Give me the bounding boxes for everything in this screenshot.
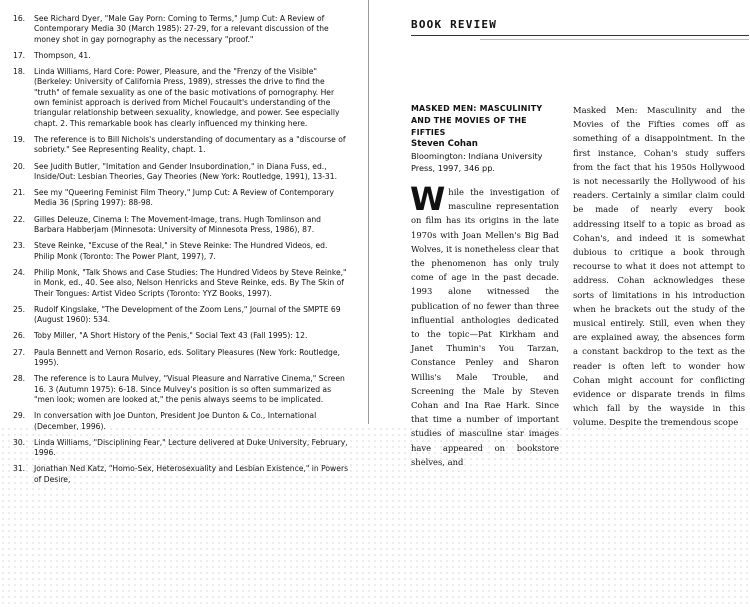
note-text: Rudolf Kingslake, "The Development of the Zoom Lens," Journal of the SMPTE 69 (August 1960): 534. <box>34 304 341 325</box>
book-title: MASKED MEN: MASCULINITY AND THE MOVIES OF THE FIFTIES <box>411 104 543 137</box>
note-number: 28. <box>13 374 26 384</box>
endnote <box>0 305 350 326</box>
note-text: See my "Queering Feminist Film Theory," Jump Cut: A Review of Contemporary Media 36 (Spring 1997): 88-98. <box>34 188 335 208</box>
note-text: Gilles Deleuze, Cinema I: The Movement-Image, trans. Hugh Tomlinson and Barbara Habberjam (Minnesota: University of Minnesota Press, 1986), 87. <box>34 214 321 235</box>
note-text: Philip Monk, "Talk Shows and Case Studies: The Hundred Videos by Steve Reinke," in Monk, ed., 40. See also, Nelson Henricks and Steve Reinke, eds. By The Skin of Their Tongues: Artist Video Scripts (Toronto: YYZ Books, 1997). <box>34 267 347 298</box>
endnote <box>0 14 350 45</box>
header-rule-thin <box>480 39 749 40</box>
note-text: Linda Williams, Hard Core: Power, Pleasure, and the "Frenzy of the Visible" (Berkeley: University of California Press, 1989), stresses the drive to find the "truth" of female sexuality as one of the basic motivations of pornography. Her own feminist approach is derived from Michel Foucault's understanding of the triangular relationship between sexuality, knowledge, and power. See especially chapt. 2. This remarkable book has clearly influenced my thinking here. <box>34 67 340 128</box>
note-text: The reference is to Bill Nichols's understanding of documentary as a "discourse of sobriety." See Representing Reality, chapt. 1. <box>34 134 346 155</box>
note-number: 24. <box>13 267 26 277</box>
note-text: Paula Bennett and Vernon Rosario, eds. Solitary Pleasures (New York: Routledge, 1995). <box>34 347 340 368</box>
endnote <box>0 162 350 183</box>
note-number: 19. <box>13 134 26 144</box>
note-number: 27. <box>13 347 26 357</box>
endnote <box>0 331 350 341</box>
note-text: See Judith Butler, "Imitation and Gender Insubordination," in Diana Fuss, ed., Inside/Out: Lesbian Theories, Gay Theories (New York: Routledge, 1991), 13-31. <box>34 161 337 181</box>
note-number: 20. <box>13 161 26 171</box>
running-header: BOOK REVIEW <box>411 18 498 31</box>
page-gutter <box>368 0 369 424</box>
endnote <box>0 241 350 262</box>
endnote <box>0 268 350 299</box>
endnote <box>0 411 350 432</box>
note-number: 30. <box>13 437 26 447</box>
endnote <box>0 188 350 209</box>
endnote <box>0 438 350 459</box>
note-number: 23. <box>13 241 26 251</box>
note-number: 17. <box>13 50 26 60</box>
header-rule <box>411 35 749 36</box>
note-number: 31. <box>13 464 26 474</box>
book-author: Steven Cohan <box>411 139 478 149</box>
review-text: hile the investigation of masculine representation on film has its origins in the late 1970s with Joan Mellen's Big Bad Wolves, it is nonetheless clear that the phenomenon has only truly come of age in the past decade. 1993 alone witnessed the publication of no fewer than three influential anthologies dedicated to the topic—Pat Kirkham and Janet Thumin's You Tarzan, Constance Penley and Sharon Willis's Male Trouble, and Screening the Male by Steven Cohan and Ina Rae Hark. Since that time a number of important studies of masculine star images have appeared on bookstore shelves, and <box>411 187 559 467</box>
note-number: 21. <box>13 188 26 198</box>
note-number: 25. <box>13 304 26 314</box>
endnotes-list <box>0 14 350 484</box>
note-text: See Richard Dyer, "Male Gay Porn: Coming to Terms," Jump Cut: A Review of Contemporary Media 30 (March 1985): 27-29, for a relevant discussion of the money shot in gay pornography as the necessary "proof." <box>34 14 329 44</box>
book-publisher: Bloomington: Indiana University Press, 1997, 346 pp. <box>411 151 543 173</box>
note-text: Steve Reinke, "Excuse of the Real," in Steve Reinke: The Hundred Videos, ed. Philip Monk (Toronto: The Power Plant, 1997), 7. <box>34 241 328 261</box>
note-text: In conversation with Joe Dunton, President Joe Dunton & Co., International (December, 1996). <box>34 411 317 431</box>
note-number: 18. <box>13 67 26 77</box>
endnote <box>0 215 350 236</box>
note-number: 22. <box>13 214 26 224</box>
endnote <box>0 348 350 369</box>
note-number: 26. <box>13 331 26 341</box>
book-citation <box>411 103 561 174</box>
endnote <box>0 51 350 61</box>
review-column-left <box>410 180 559 467</box>
review-text: Masked Men: Masculinity and the Movies of the Fifties comes off as something of a disappointment. In the first instance, Cohan's study suffers from the fact that his 1950s Hollywood is not necessarily the Hollywood of his readers. Certainly a similar claim could be made of nearly every book addressing itself to a topic as broad as Cohan's, and indeed it is somewhat dubious to critique a book through recourse to what it does not attempt to address. Cohan acknowledges these sorts of limitations in his introduction when he brackets out the study of the musical entirely. Still, even when they are explained away, the absences form a constant backdrop to the text as the reader is often left to wonder how Cohan might account for conflicting evidence or disparate trends in films which fall by the wayside in this volume. Despite the tremendous scope <box>573 105 745 428</box>
note-text: Toby Miller, "A Short History of the Penis," Social Text 43 (Fall 1995): 12. <box>34 331 308 341</box>
review-column-right <box>573 103 745 428</box>
endnote <box>0 135 350 156</box>
note-text: The reference is to Laura Mulvey, "Visual Pleasure and Narrative Cinema," Screen 16. 3 (Autumn 1975): 6-18. Since Mulvey's position is so often summarized as "men look; women are looked at," the penis always seems to be implicated. <box>34 374 345 404</box>
note-number: 16. <box>13 14 26 23</box>
endnote <box>0 374 350 405</box>
note-text: Thompson, 41. <box>34 50 91 60</box>
note-text: Jonathan Ned Katz, "Homo-Sex, Heterosexuality and Lesbian Existence," in Powers of Desire, <box>34 464 349 484</box>
endnote <box>0 67 350 129</box>
drop-cap: W <box>410 180 446 218</box>
note-number: 29. <box>13 411 26 421</box>
note-text: Linda Williams, "Disciplining Fear," Lecture delivered at Duke University, February, 1996. <box>34 437 348 458</box>
endnote <box>0 464 350 484</box>
